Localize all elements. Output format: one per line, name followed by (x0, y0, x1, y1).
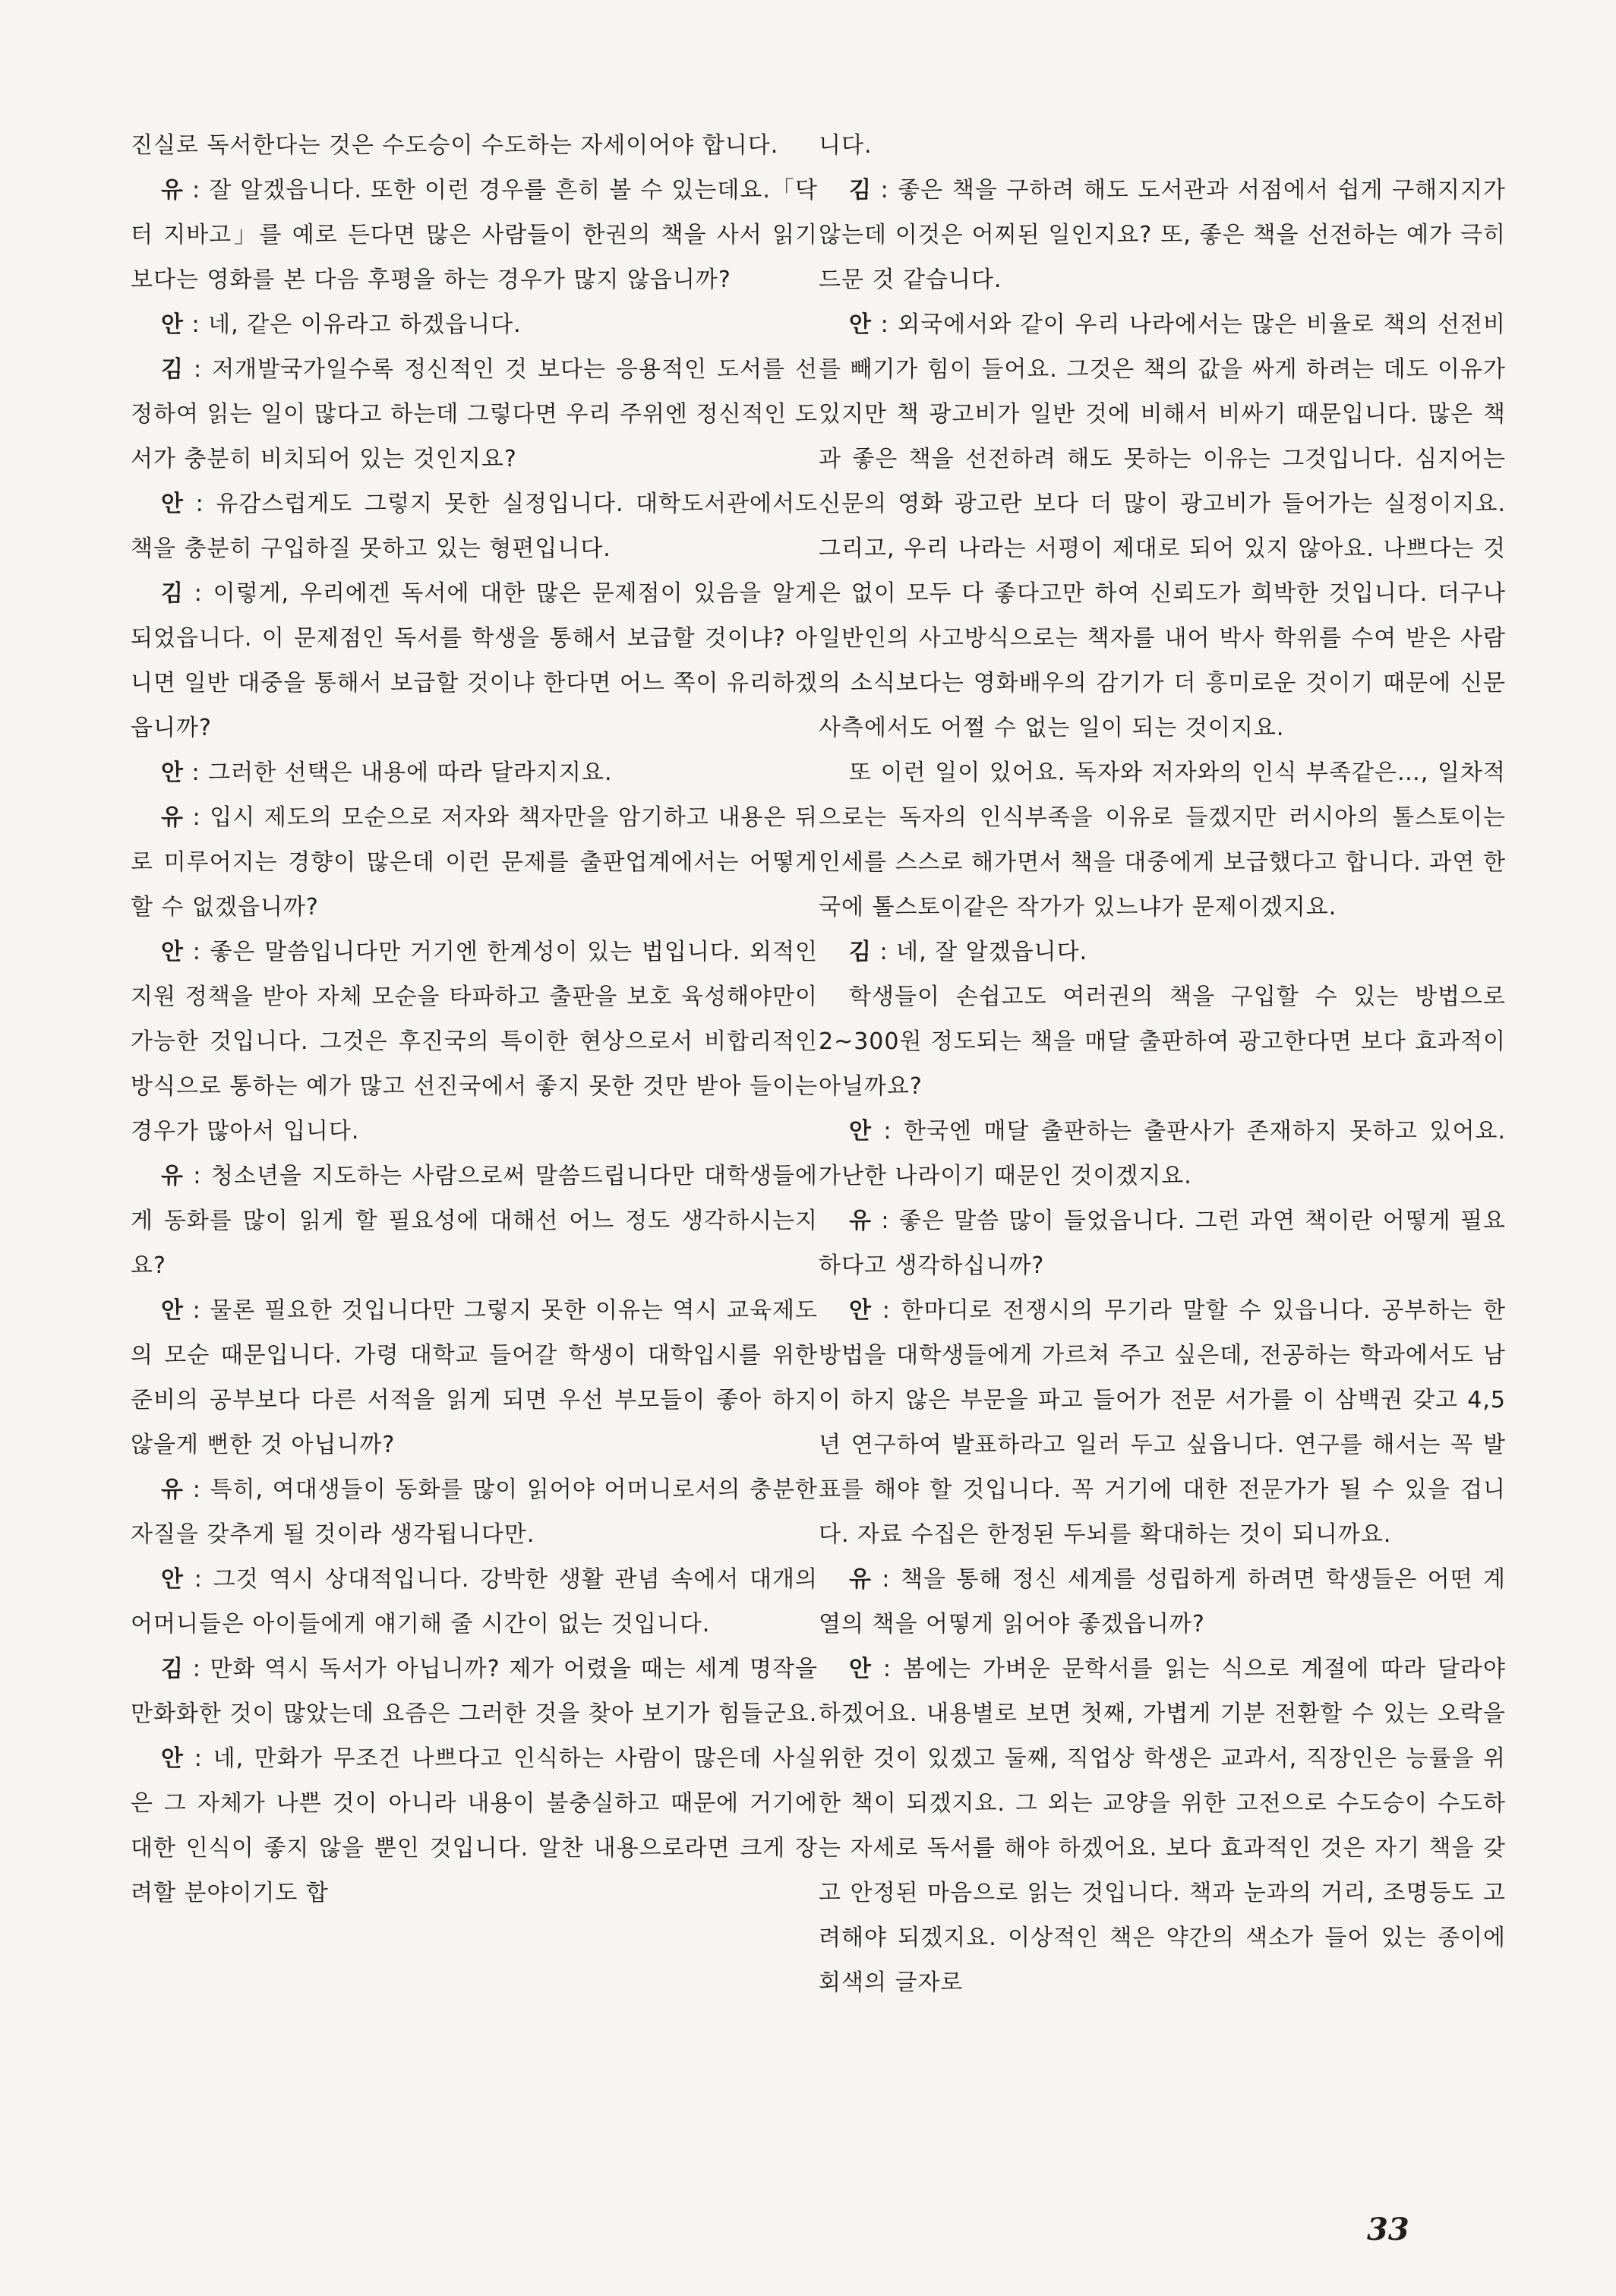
page-number: 33 (1367, 2212, 1409, 2247)
paragraph-text: 좋은 말씀 많이 들었읍니다. 그런 과연 책이란 어떻게 필요하다고 생각하십니까? (819, 1208, 1506, 1279)
paragraph-text: 저개발국가일수록 정신적인 것 보다는 응용적인 도서를 선정하여 읽는 일이 많다고 하는데 그렇다면 우리 주위엔 정신적인 도서가 충분히 비치되어 있는 것인지요? (131, 356, 818, 472)
paragraph-text: 한마디로 전쟁시의 무기라 말할 수 있읍니다. 공부하는 한 방법을 대학생들에게 가르쳐 주고 싶은데, 전공하는 학과에서도 남이 하지 않은 부문을 파고 들어가 전문 서가를 이 삼백권 갖고 4,5년 연구하여 발표하라고 일러 두고 싶읍니다. 연구를 해서는 꼭 발표를 해야 할 것입니다. 꼭 거기에 대한 전문가가 될 수 있을 겁니다. 자료 수집은 한정된 두뇌를 확대하는 것이 되니까요. (819, 1297, 1506, 1548)
paragraph-text: 입시 제도의 모순으로 저자와 책자만을 암기하고 내용은 뒤로 미루어지는 경향이 많은데 이런 문제를 출판업계에서는 어떻게 할 수 없겠읍니까? (131, 804, 818, 921)
speaker-label: 안 (161, 1297, 184, 1324)
dialogue-paragraph (819, 974, 1506, 1109)
dialogue-paragraph: 안 : 네, 같은 이유라고 하겠읍니다. (161, 311, 522, 338)
paragraph-text: 진실로 독서한다는 것은 수도승이 수도하는 자세이어야 합니다. (131, 132, 779, 159)
paragraph-text: 좋은 말씀입니다만 거기엔 한계성이 있는 법입니다. 외적인 지원 정책을 받아 자체 모순을 타파하고 출판을 보호 육성해야만이 가능한 것입니다. 그것은 후진국의 특이한 현상으로서 비합리적인 방식으로 통하는 예가 많고 선진국에서 좋지 못한 것만 받아 들이는 경우가 많아서 입니다. (131, 939, 818, 1145)
dialogue-paragraph (819, 750, 1506, 930)
dialogue-paragraph: 유 : 입시 제도의 모순으로 저자와 책자만을 암기하고 내용은 뒤로 미루어지는 경향이 많은데 이런 문제를 출판업계에서는 어떻게 할 수 없겠읍니까? (131, 804, 818, 921)
dialogue-paragraph: 안 : 유감스럽게도 그렇지 못한 실정입니다. 대학도서관에서도 책을 충분히 구입하질 못하고 있는 형편입니다. (131, 491, 818, 562)
paragraph-text: 봄에는 가벼운 문학서를 읽는 식으로 계절에 따라 달라야 하겠어요. 내용별로 보면 첫째, 가볍게 기분 전환할 수 있는 오락을 위한 것이 있겠고 둘째, 직업상 학생은 교과서, 직장인은 능률을 위한 책이 되겠지요. 그 외는 교양을 위한 고전으로 수도승이 수도하는 자세로 독서를 해야 하겠어요. 보다 효과적인 것은 자기 책을 갖고 안정된 마음으로 읽는 것입니다. 책과 눈과의 거리, 조명등도 고려해야 되겠지요. 이상적인 책은 약간의 색소가 들어 있는 종이에 회색의 글자로 (819, 1656, 1506, 1996)
dialogue-paragraph: 김 : 좋은 책을 구하려 해도 도서관과 서점에서 쉽게 구해지지가 않는데 이것은 어찌된 일인지요? 또, 좋은 책을 선전하는 예가 극히 드문 것 같습니다. (819, 177, 1506, 293)
paragraph-text: 학생들이 손쉽고도 여러권의 책을 구입할 수 있는 방법으로 2~300원 정도되는 책을 매달 출판하여 광고한다면 보다 효과적이 아닐까요? (819, 984, 1506, 1100)
speaker-label: 안 (161, 311, 184, 338)
dialogue-paragraph: 안 : 봄에는 가벼운 문학서를 읽는 식으로 계절에 따라 달라야 하겠어요. 내용별로 보면 첫째, 가볍게 기분 전환할 수 있는 오락을 위한 것이 있겠고 둘째, 직업상 학생은 교과서, 직장인은 능률을 위한 책이 되겠지요. 그 외는 교양을 위한 고전으로 수도승이 수도하는 자세로 독서를 해야 하겠어요. 보다 효과적인 것은 자기 책을 갖고 안정된 마음으로 읽는 것입니다. 책과 눈과의 거리, 조명등도 고려해야 되겠지요. 이상적인 책은 약간의 색소가 들어 있는 종이에 회색의 글자로 (819, 1656, 1506, 1996)
speaker-label: 안 (161, 939, 184, 965)
text-column-right (819, 123, 1506, 2005)
dialogue-paragraph (819, 123, 1506, 168)
speaker-label: 김 (161, 580, 184, 607)
speaker-label: 김 (849, 177, 872, 204)
paragraph-text: 그러한 선택은 내용에 따라 달라지지요. (208, 760, 613, 786)
text-column-left (131, 123, 818, 1915)
speaker-label: 안 (161, 1745, 184, 1772)
dialogue-paragraph: 김 : 네, 잘 알겠읍니다. (849, 939, 1088, 965)
paragraph-text: 한국엔 매달 출판하는 출판사가 존재하지 못하고 있어요. 가난한 나라이기 때문인 것이겠지요. (819, 1118, 1506, 1189)
paragraph-text: 외국에서와 같이 우리 나라에서는 많은 비율로 책의 선전비를 빼기가 힘이 들어요. 그것은 책의 값을 싸게 하려는 데도 이유가 있지만 책 광고비가 일반 것에 비해서 비싸기 때문입니다. 많은 책과 좋은 책을 선전하려 해도 못하는 이유는 그것입니다. 심지어는 신문의 영화 광고란 보다 더 많이 광고비가 들어가는 실정이지요. 그리고, 우리 나라는 서평이 제대로 되어 있지 않아요. 나쁘다는 것은 없이 모두 다 좋다고만 하여 신뢰도가 희박한 것입니다. 더구나 일반인의 사고방식으로는 책자를 내어 박사 학위를 수여 받은 사람의 소식보다는 영화배우의 감기가 더 흥미로운 것이기 때문에 신문사측에서도 어쩔 수 없는 일이 되는 것이지요. (819, 311, 1506, 741)
paragraph-text: 만화 역시 독서가 아닙니까? 제가 어렸을 때는 세계 명작을 만화화한 것이 많았는데 요즘은 그러한 것을 찾아 보기가 힘들군요. (131, 1656, 818, 1727)
paragraph-text: 유감스럽게도 그렇지 못한 실정입니다. 대학도서관에서도 책을 충분히 구입하질 못하고 있는 형편입니다. (131, 491, 818, 562)
paragraph-text: 잘 알겠읍니다. 또한 이런 경우를 흔히 볼 수 있는데요.「닥터 지바고」를 예로 든다면 많은 사람들이 한권의 책을 사서 읽기보다는 영화를 본 다음 후평을 하는 경우가 많지 않읍니까? (131, 177, 819, 293)
speaker-label: 안 (161, 1566, 184, 1593)
dialogue-paragraph: 안 : 한마디로 전쟁시의 무기라 말할 수 있읍니다. 공부하는 한 방법을 대학생들에게 가르쳐 주고 싶은데, 전공하는 학과에서도 남이 하지 않은 부문을 파고 들어가 전문 서가를 이 삼백권 갖고 4,5년 연구하여 발표하라고 일러 두고 싶읍니다. 연구를 해서는 꼭 발표를 해야 할 것입니다. 꼭 거기에 대한 전문가가 될 수 있을 겁니다. 자료 수집은 한정된 두뇌를 확대하는 것이 되니까요. (819, 1297, 1506, 1548)
speaker-label: 안 (161, 491, 184, 517)
dialogue-paragraph: 유 : 청소년을 지도하는 사람으로써 말씀드립니다만 대학생들에게 동화를 많이 읽게 할 필요성에 대해선 어느 정도 생각하시는지요? (131, 1163, 818, 1279)
speaker-label: 유 (161, 804, 184, 831)
speaker-label: 안 (849, 311, 872, 338)
paragraph-text: 특히, 여대생들이 동화를 많이 읽어야 어머니로서의 충분한 자질을 갖추게 될 것이라 생각됩니다만. (131, 1476, 818, 1548)
paragraph-text: 또 이런 일이 있어요. 독자와 저자와의 인식 부족같은…, 일차적으로는 독자의 인식부족을 이유로 들겠지만 러시아의 톨스토이는 인세를 스스로 해가면서 책을 대중에게 보급했다고 합니다. 과연 한국에 톨스토이같은 작가가 있느냐가 문제이겠지요. (819, 760, 1506, 921)
dialogue-paragraph: 유 : 잘 알겠읍니다. 또한 이런 경우를 흔히 볼 수 있는데요.「닥터 지바고」를 예로 든다면 많은 사람들이 한권의 책을 사서 읽기보다는 영화를 본 다음 후평을 하는 경우가 많지 않읍니까? (131, 177, 819, 293)
speaker-label: 안 (161, 760, 184, 786)
speaker-label: 유 (161, 1476, 184, 1503)
speaker-label: 안 (849, 1297, 872, 1324)
dialogue-paragraph: 유 : 특히, 여대생들이 동화를 많이 읽어야 어머니로서의 충분한 자질을 갖추게 될 것이라 생각됩니다만. (131, 1476, 818, 1548)
paragraph-text: 책을 통해 정신 세계를 성립하게 하려면 학생들은 어떤 계열의 책을 어떻게 읽어야 좋겠읍니까? (819, 1566, 1506, 1638)
speaker-label: 유 (161, 1163, 184, 1189)
dialogue-paragraph: 안 : 한국엔 매달 출판하는 출판사가 존재하지 못하고 있어요. 가난한 나라이기 때문인 것이겠지요. (819, 1118, 1506, 1189)
paragraph-text: 그것 역시 상대적입니다. 강박한 생활 관념 속에서 대개의 어머니들은 아이들에게 얘기해 줄 시간이 없는 것입니다. (131, 1566, 818, 1638)
speaker-label: 안 (849, 1118, 872, 1145)
speaker-label: 김 (849, 939, 872, 965)
paragraph-text: 좋은 책을 구하려 해도 도서관과 서점에서 쉽게 구해지지가 않는데 이것은 어찌된 일인지요? 또, 좋은 책을 선전하는 예가 극히 드문 것 같습니다. (819, 177, 1506, 293)
dialogue-paragraph: 유 : 좋은 말씀 많이 들었읍니다. 그런 과연 책이란 어떻게 필요하다고 생각하십니까? (819, 1208, 1506, 1279)
paragraph-text: 네, 잘 알겠읍니다. (896, 939, 1088, 965)
dialogue-paragraph: 유 : 책을 통해 정신 세계를 성립하게 하려면 학생들은 어떤 계열의 책을 어떻게 읽어야 좋겠읍니까? (819, 1566, 1506, 1638)
speaker-label: 유 (849, 1566, 872, 1593)
paragraph-text: 청소년을 지도하는 사람으로써 말씀드립니다만 대학생들에게 동화를 많이 읽게 할 필요성에 대해선 어느 정도 생각하시는지요? (131, 1163, 818, 1279)
dialogue-paragraph: 안 : 외국에서와 같이 우리 나라에서는 많은 비율로 책의 선전비를 빼기가 힘이 들어요. 그것은 책의 값을 싸게 하려는 데도 이유가 있지만 책 광고비가 일반 것에 비해서 비싸기 때문입니다. 많은 책과 좋은 책을 선전하려 해도 못하는 이유는 그것입니다. 심지어는 신문의 영화 광고란 보다 더 많이 광고비가 들어가는 실정이지요. 그리고, 우리 나라는 서평이 제대로 되어 있지 않아요. 나쁘다는 것은 없이 모두 다 좋다고만 하여 신뢰도가 희박한 것입니다. 더구나 일반인의 사고방식으로는 책자를 내어 박사 학위를 수여 받은 사람의 소식보다는 영화배우의 감기가 더 흥미로운 것이기 때문에 신문사측에서도 어쩔 수 없는 일이 되는 것이지요. (819, 311, 1506, 741)
paragraph-text: 니다. (819, 132, 873, 159)
dialogue-paragraph (131, 123, 818, 168)
dialogue-paragraph: 안 : 네, 만화가 무조건 나쁘다고 인식하는 사람이 많은데 사실은 그 자체가 나쁜 것이 아니라 내용이 불충실하고 때문에 거기에 대한 인식이 좋지 않을 뿐인 것입니다. 알찬 내용으로라면 크게 장려할 분야이기도 합 (131, 1745, 818, 1906)
speaker-label: 유 (849, 1208, 872, 1234)
paragraph-text: 물론 필요한 것입니다만 그렇지 못한 이유는 역시 교육제도의 모순 때문입니다. 가령 대학교 들어갈 학생이 대학입시를 위한 준비의 공부보다 다른 서적을 읽게 되면 우선 부모들이 좋아 하지 않을게 뻔한 것 아닙니까? (131, 1297, 818, 1458)
dialogue-paragraph: 안 : 그것 역시 상대적입니다. 강박한 생활 관념 속에서 대개의 어머니들은 아이들에게 얘기해 줄 시간이 없는 것입니다. (131, 1566, 818, 1638)
speaker-label: 안 (849, 1656, 872, 1682)
paragraph-text: 네, 같은 이유라고 하겠읍니다. (208, 311, 522, 338)
paragraph-text: 네, 만화가 무조건 나쁘다고 인식하는 사람이 많은데 사실은 그 자체가 나쁜 것이 아니라 내용이 불충실하고 때문에 거기에 대한 인식이 좋지 않을 뿐인 것입니다. 알찬 내용으로라면 크게 장려할 분야이기도 합 (131, 1745, 818, 1906)
dialogue-paragraph: 안 : 물론 필요한 것입니다만 그렇지 못한 이유는 역시 교육제도의 모순 때문입니다. 가령 대학교 들어갈 학생이 대학입시를 위한 준비의 공부보다 다른 서적을 읽게 되면 우선 부모들이 좋아 하지 않을게 뻔한 것 아닙니까? (131, 1297, 818, 1458)
speaker-label: 김 (161, 1656, 184, 1682)
dialogue-paragraph: 안 : 그러한 선택은 내용에 따라 달라지지요. (161, 760, 613, 786)
speaker-label: 김 (161, 356, 184, 383)
paragraph-text: 이렇게, 우리에겐 독서에 대한 많은 문제점이 있음을 알게 되었읍니다. 이 문제점인 독서를 학생을 통해서 보급할 것이냐? 아니면 일반 대중을 통해서 보급할 것이냐 한다면 어느 쪽이 유리하겠읍니까? (131, 580, 818, 741)
dialogue-paragraph: 안 : 좋은 말씀입니다만 거기엔 한계성이 있는 법입니다. 외적인 지원 정책을 받아 자체 모순을 타파하고 출판을 보호 육성해야만이 가능한 것입니다. 그것은 후진국의 특이한 현상으로서 비합리적인 방식으로 통하는 예가 많고 선진국에서 좋지 못한 것만 받아 들이는 경우가 많아서 입니다. (131, 939, 818, 1145)
dialogue-paragraph: 김 : 이렇게, 우리에겐 독서에 대한 많은 문제점이 있음을 알게 되었읍니다. 이 문제점인 독서를 학생을 통해서 보급할 것이냐? 아니면 일반 대중을 통해서 보급할 것이냐 한다면 어느 쪽이 유리하겠읍니까? (131, 580, 818, 741)
dialogue-paragraph: 김 : 저개발국가일수록 정신적인 것 보다는 응용적인 도서를 선정하여 읽는 일이 많다고 하는데 그렇다면 우리 주위엔 정신적인 도서가 충분히 비치되어 있는 것인지요? (131, 356, 818, 472)
dialogue-paragraph: 김 : 만화 역시 독서가 아닙니까? 제가 어렸을 때는 세계 명작을 만화화한 것이 많았는데 요즘은 그러한 것을 찾아 보기가 힘들군요. (131, 1656, 818, 1727)
speaker-label: 유 (161, 177, 184, 204)
